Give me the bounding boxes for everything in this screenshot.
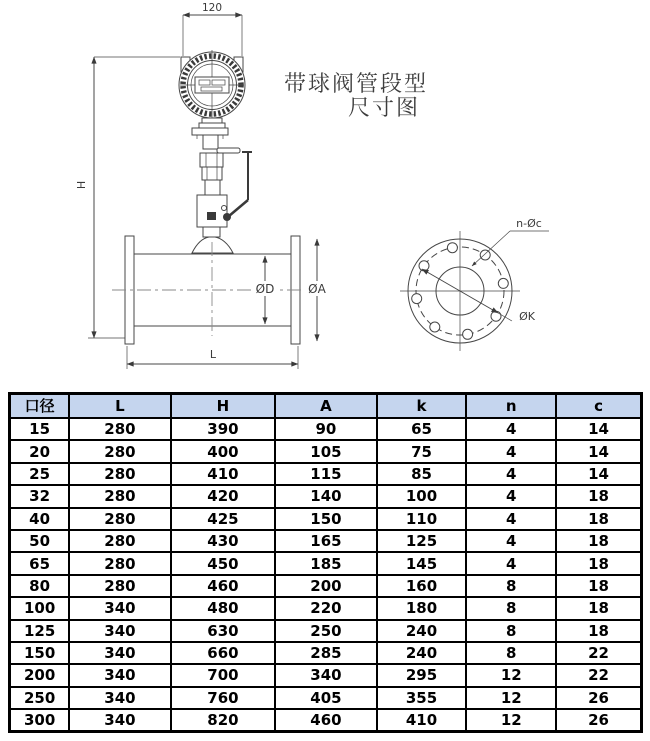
table-row <box>10 463 642 485</box>
table-cell: 4 <box>466 440 556 462</box>
table-cell: 18 <box>556 530 641 552</box>
table-cell: 180 <box>377 597 467 619</box>
table-cell: 80 <box>10 575 70 597</box>
table-row <box>10 687 642 709</box>
dimension-D <box>251 256 279 324</box>
mounting-flange <box>192 128 228 135</box>
table-cell: 18 <box>556 597 641 619</box>
table-cell: 100 <box>377 485 467 507</box>
table-cell: 90 <box>275 418 376 440</box>
transmitter-head <box>179 50 245 118</box>
table-cell: 18 <box>556 575 641 597</box>
table-cell: 75 <box>377 440 467 462</box>
table-cell: 4 <box>466 418 556 440</box>
table-row <box>10 440 642 462</box>
table-cell: 355 <box>377 687 467 709</box>
table-cell: 400 <box>171 440 276 462</box>
table-row <box>10 664 642 686</box>
table-cell: 390 <box>171 418 276 440</box>
table-cell: 22 <box>556 664 641 686</box>
table-cell: 8 <box>466 620 556 642</box>
table-cell: 340 <box>69 642 170 664</box>
table-cell: 460 <box>171 575 276 597</box>
table-cell: 100 <box>10 597 70 619</box>
table-cell: 18 <box>556 485 641 507</box>
table-header <box>10 394 642 419</box>
table-cell: 280 <box>69 418 170 440</box>
table-cell: 22 <box>556 642 641 664</box>
header-row <box>10 394 642 419</box>
table-cell: 8 <box>466 575 556 597</box>
meter-front-view <box>75 2 331 369</box>
table-cell: 85 <box>377 463 467 485</box>
table-cell: 280 <box>69 508 170 530</box>
ball-valve-body <box>197 195 227 227</box>
dimension-L <box>127 346 298 369</box>
table-cell: 14 <box>556 418 641 440</box>
table-cell: 340 <box>69 687 170 709</box>
header-cell: n <box>466 394 556 419</box>
table-cell: 280 <box>69 575 170 597</box>
table-cell: 480 <box>171 597 276 619</box>
table-cell: 18 <box>556 552 641 574</box>
table-cell: 450 <box>171 552 276 574</box>
table-cell: 4 <box>466 552 556 574</box>
table-cell: 25 <box>10 463 70 485</box>
table-cell: 140 <box>275 485 376 507</box>
table-cell: 430 <box>171 530 276 552</box>
table-row <box>10 642 642 664</box>
header-cell: c <box>556 394 641 419</box>
table-cell: 18 <box>556 620 641 642</box>
table-cell: 820 <box>171 709 276 732</box>
table-cell: 420 <box>171 485 276 507</box>
bolt-hole-label: n-Øc <box>516 217 542 230</box>
title-line-2: 尺寸图 <box>347 96 421 121</box>
table-cell: 8 <box>466 597 556 619</box>
table-cell: 4 <box>466 530 556 552</box>
table-cell: 340 <box>69 664 170 686</box>
table-cell: 250 <box>10 687 70 709</box>
table-cell: 425 <box>171 508 276 530</box>
table-cell: 300 <box>10 709 70 732</box>
bolt-hole <box>430 322 440 332</box>
table-cell: 12 <box>466 664 556 686</box>
table-cell: 40 <box>10 508 70 530</box>
table-row <box>10 552 642 574</box>
table-cell: 18 <box>556 508 641 530</box>
table-cell: 20 <box>10 440 70 462</box>
table-cell: 105 <box>275 440 376 462</box>
table-cell: 410 <box>377 709 467 732</box>
drawing-title <box>284 72 428 121</box>
table-cell: 50 <box>10 530 70 552</box>
table-cell: 280 <box>69 463 170 485</box>
dimensions-table <box>8 392 643 733</box>
dim-H-label: H <box>75 180 88 190</box>
table-cell: 240 <box>377 620 467 642</box>
table-cell: 145 <box>377 552 467 574</box>
header-cell: k <box>377 394 467 419</box>
table-row <box>10 575 642 597</box>
table-cell: 26 <box>556 687 641 709</box>
table-cell: 4 <box>466 508 556 530</box>
header-cell: A <box>275 394 376 419</box>
table-cell: 65 <box>10 552 70 574</box>
bleed-lever <box>217 148 240 153</box>
table-cell: 14 <box>556 463 641 485</box>
table-cell: 125 <box>10 620 70 642</box>
dimension-A <box>303 239 331 341</box>
table-cell: 280 <box>69 440 170 462</box>
dimension-K <box>422 269 536 323</box>
flange-face-view <box>400 217 549 351</box>
table-cell: 26 <box>556 709 641 732</box>
table-cell: 200 <box>10 664 70 686</box>
hex-fitting-lower <box>202 167 222 180</box>
table-cell: 405 <box>275 687 376 709</box>
table-cell: 340 <box>69 597 170 619</box>
bolt-hole <box>412 294 422 304</box>
dimension-120 <box>183 2 242 56</box>
hex-fitting-upper <box>200 153 223 167</box>
table-cell: 340 <box>275 664 376 686</box>
table-row <box>10 530 642 552</box>
table-row <box>10 620 642 642</box>
ball-valve-handle <box>229 152 252 216</box>
table-cell: 110 <box>377 508 467 530</box>
bolt-hole <box>491 311 501 321</box>
bolt-hole <box>463 329 473 339</box>
table-cell: 340 <box>69 620 170 642</box>
table-cell: 660 <box>171 642 276 664</box>
table-cell: 150 <box>10 642 70 664</box>
table-cell: 12 <box>466 687 556 709</box>
table-cell: 295 <box>377 664 467 686</box>
table-cell: 200 <box>275 575 376 597</box>
table-row <box>10 508 642 530</box>
table-cell: 280 <box>69 485 170 507</box>
header-cell: 口径 <box>10 394 70 419</box>
table-cell: 700 <box>171 664 276 686</box>
table-row <box>10 709 642 732</box>
table-cell: 340 <box>69 709 170 732</box>
header-cell: H <box>171 394 276 419</box>
bolt-hole <box>498 278 508 288</box>
dim-K-label: ØK <box>519 310 535 323</box>
table-cell: 4 <box>466 463 556 485</box>
table-cell: 14 <box>556 440 641 462</box>
dim-D-label: ØD <box>255 282 275 296</box>
table-area <box>8 392 643 733</box>
table-cell: 65 <box>377 418 467 440</box>
table-cell: 115 <box>275 463 376 485</box>
table-cell: 460 <box>275 709 376 732</box>
table-cell: 32 <box>10 485 70 507</box>
table-cell: 240 <box>377 642 467 664</box>
table-cell: 280 <box>69 552 170 574</box>
bolt-hole <box>447 243 457 253</box>
bolt-hole <box>419 261 429 271</box>
title-line-1: 带球阀管段型 <box>283 72 429 97</box>
bolt-hole <box>480 250 490 260</box>
table-row <box>10 597 642 619</box>
table-cell: 280 <box>69 530 170 552</box>
dim-L-label: L <box>209 348 217 361</box>
table-cell: 8 <box>466 642 556 664</box>
table-cell: 410 <box>171 463 276 485</box>
dim-120-label: 120 <box>201 2 223 14</box>
table-cell: 4 <box>466 485 556 507</box>
table-cell: 760 <box>171 687 276 709</box>
stem-assembly <box>192 118 252 253</box>
weld-base <box>192 237 233 253</box>
table-cell: 285 <box>275 642 376 664</box>
table-cell: 165 <box>275 530 376 552</box>
table-cell: 250 <box>275 620 376 642</box>
table-cell: 125 <box>377 530 467 552</box>
table-body <box>10 418 642 732</box>
header-cell: L <box>69 394 170 419</box>
table-cell: 630 <box>171 620 276 642</box>
table-cell: 150 <box>275 508 376 530</box>
dim-A-label: ØA <box>308 282 326 296</box>
table-cell: 15 <box>10 418 70 440</box>
table-cell: 185 <box>275 552 376 574</box>
table-row <box>10 418 642 440</box>
table-cell: 220 <box>275 597 376 619</box>
table-cell: 12 <box>466 709 556 732</box>
table-row <box>10 485 642 507</box>
table-cell: 160 <box>377 575 467 597</box>
